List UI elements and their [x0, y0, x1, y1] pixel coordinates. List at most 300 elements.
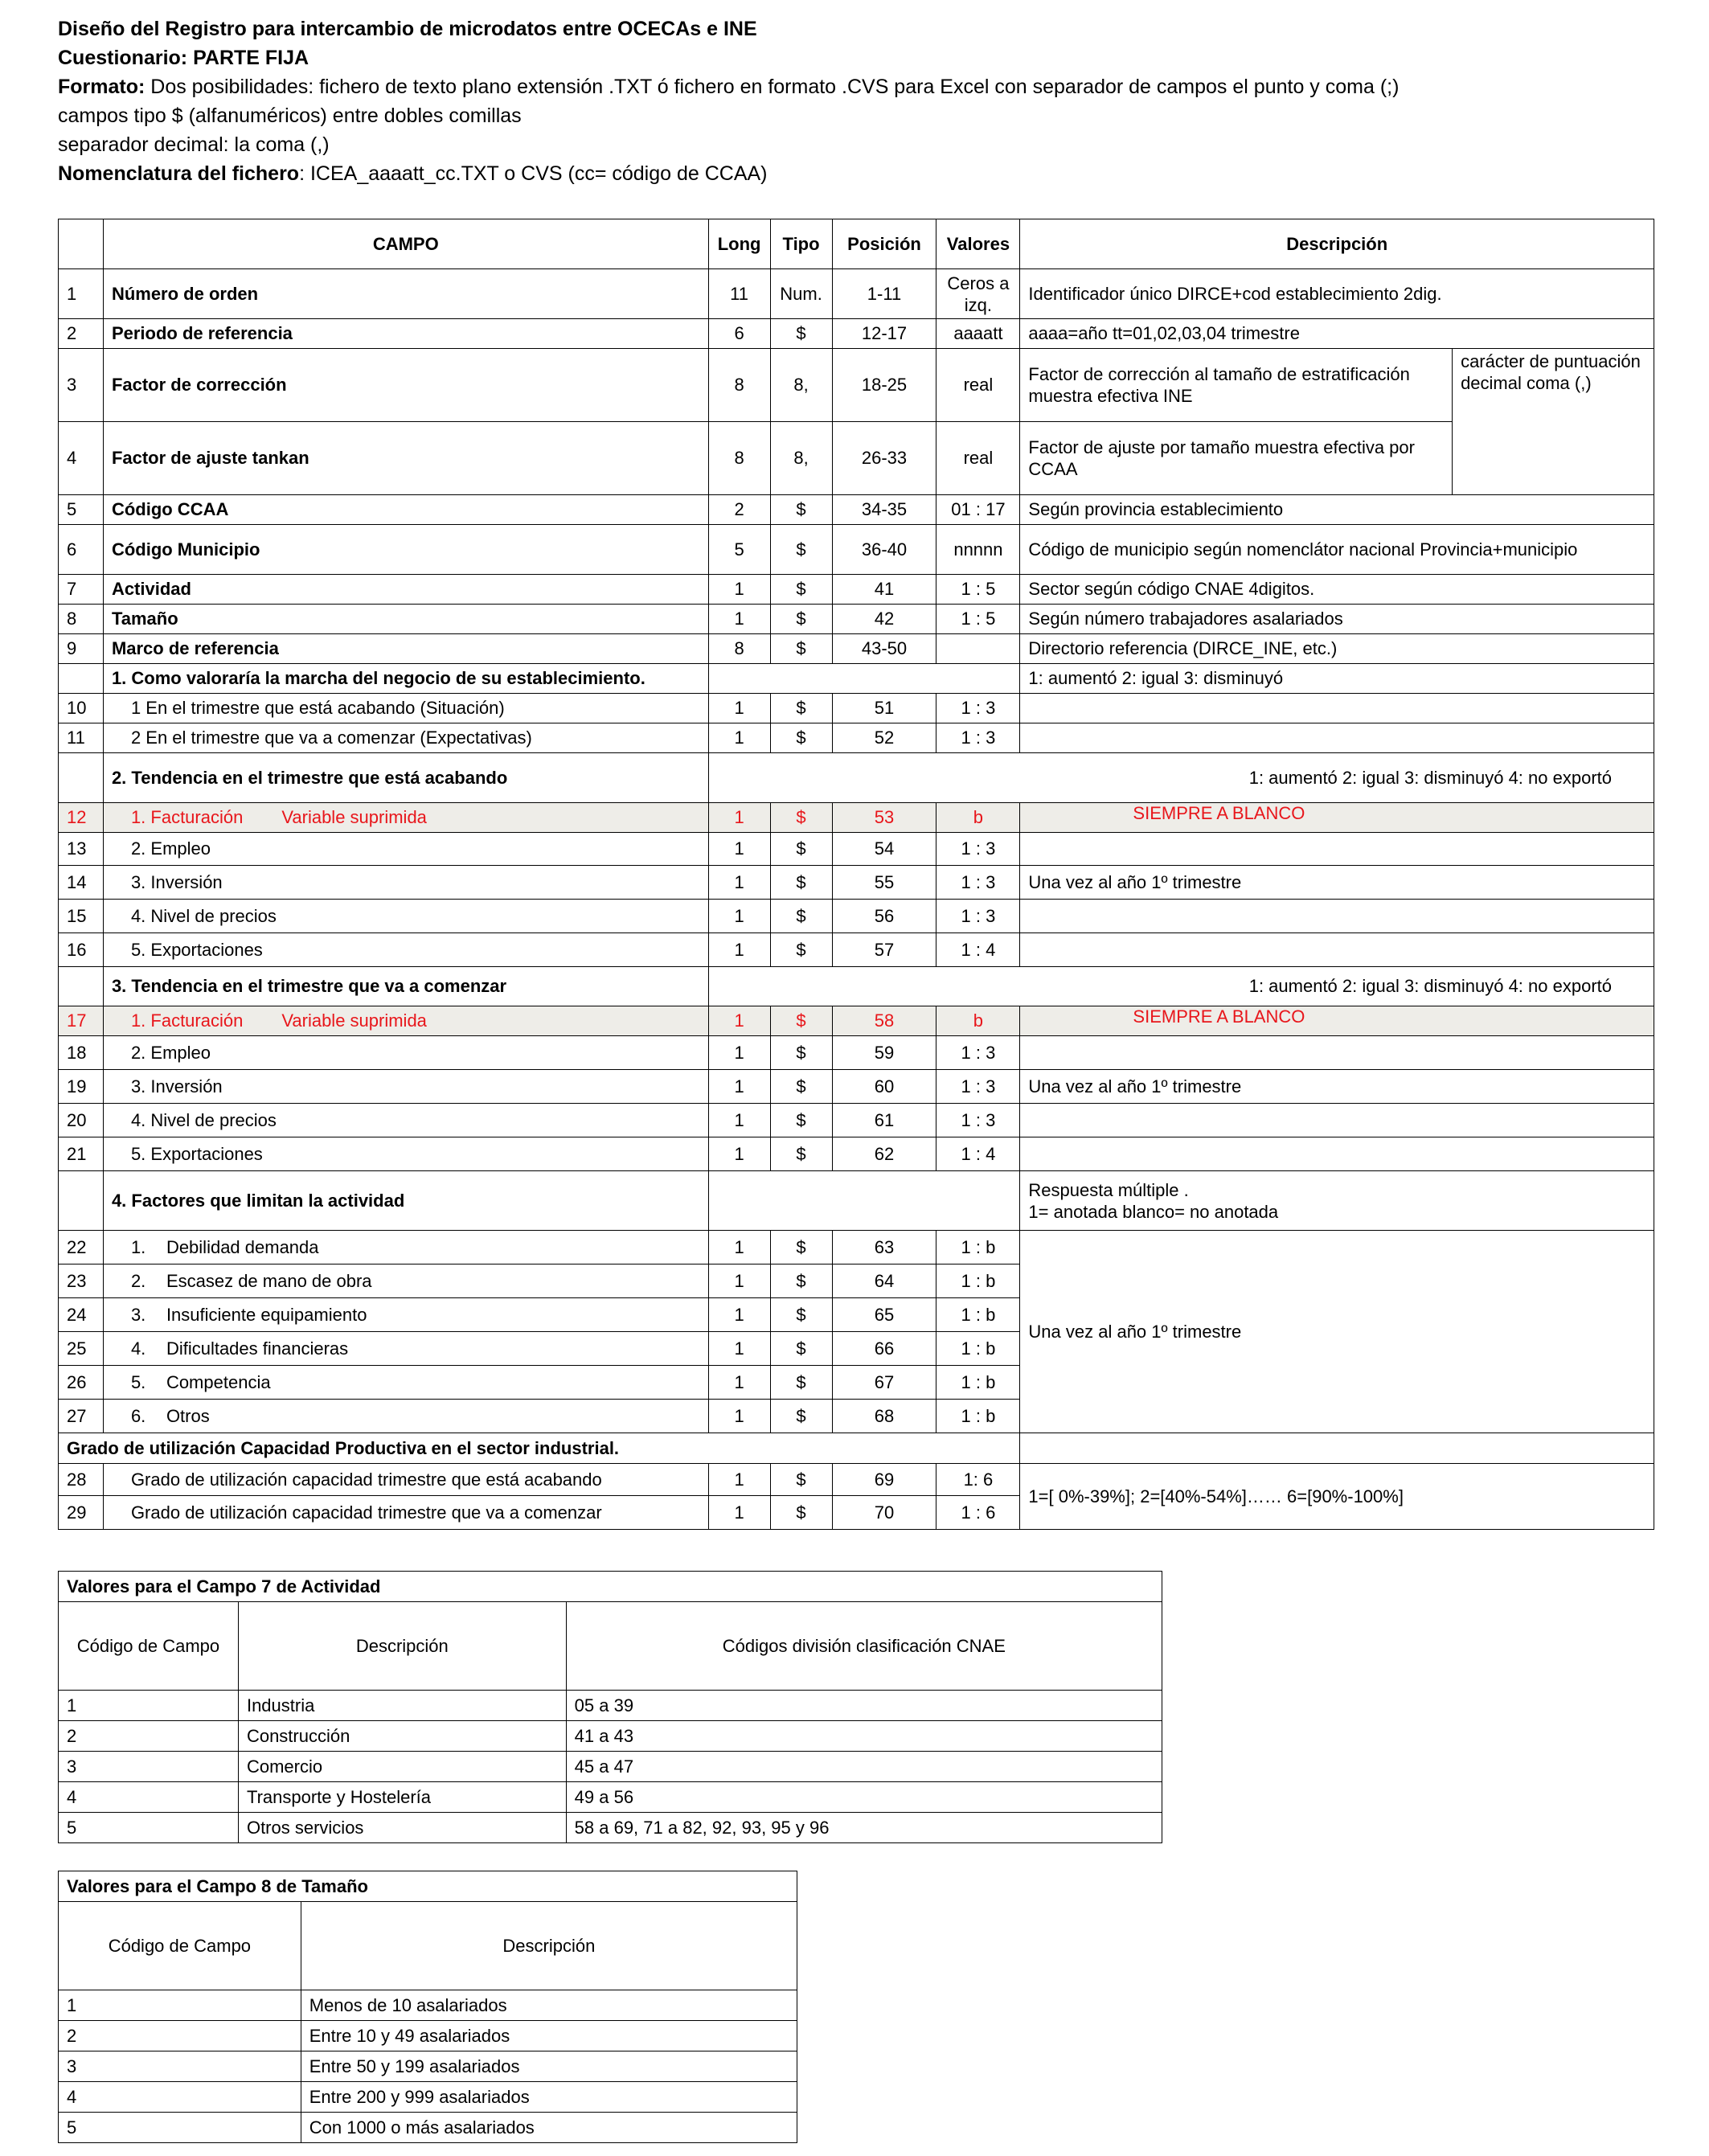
document-header	[58, 14, 1399, 188]
capacity-ranges-note: 1=[ 0%-39%]; 2=[40%-54%]…… 6=[90%-100%]	[1020, 1464, 1654, 1530]
field-values: 1 : 3	[936, 900, 1020, 933]
description-cell: Entre 10 y 49 asalariados	[301, 2021, 797, 2051]
field-description: Según número trabajadores asalariados	[1020, 605, 1654, 634]
field-length: 1	[708, 900, 770, 933]
section-legend: 1: aumentó 2: igual 3: disminuyó	[1020, 664, 1654, 694]
table-row	[59, 349, 1654, 422]
field-values: 1 : 6	[936, 1496, 1020, 1530]
header-descripcion: Descripción	[1020, 219, 1654, 269]
item-bullet: 1.	[130, 1236, 146, 1257]
row-number: 22	[59, 1231, 104, 1264]
row-number: 1	[59, 269, 104, 319]
section-title: Grado de utilización Capacidad Productiva en el sector industrial.	[59, 1433, 1020, 1464]
description-cell: Con 1000 o más asalariados	[301, 2113, 797, 2143]
field-length: 1	[708, 605, 770, 634]
field-type: $	[770, 1264, 832, 1298]
field-position: 65	[832, 1298, 936, 1332]
table-row	[59, 2113, 797, 2143]
field-description: SIEMPRE A BLANCO	[1020, 803, 1654, 833]
field-description: Código de municipio según nomenclátor nacional Provincia+municipio	[1020, 525, 1654, 575]
row-number: 11	[59, 723, 104, 753]
code-cell: 1	[59, 1990, 301, 2021]
field-name: 4. Nivel de precios	[103, 1104, 708, 1137]
table-row	[59, 2051, 797, 2082]
field-type: $	[770, 495, 832, 525]
code-cell: 5	[59, 2113, 301, 2143]
field-values: 1 : 3	[936, 1070, 1020, 1104]
table-row	[59, 833, 1654, 866]
field-description	[1020, 933, 1654, 967]
row-number: 16	[59, 933, 104, 967]
header-codigo: Código de Campo	[59, 1602, 239, 1691]
field-type: $	[770, 1070, 832, 1104]
field-length: 1	[708, 694, 770, 723]
table-row	[59, 723, 1654, 753]
row-number: 18	[59, 1036, 104, 1070]
field-type: $	[770, 866, 832, 900]
table-row	[59, 422, 1654, 495]
row-number: 27	[59, 1400, 104, 1433]
field-position: 18-25	[832, 349, 936, 422]
field-description	[1020, 1137, 1654, 1171]
field-length: 1	[708, 1231, 770, 1264]
row-number: 14	[59, 866, 104, 900]
field-description: Identificador único DIRCE+cod establecimiento 2dig.	[1020, 269, 1654, 319]
table-row	[59, 1036, 1654, 1070]
field-type: $	[770, 1496, 832, 1530]
field-description: Factor de ajuste por tamaño muestra efectiva por CCAA	[1020, 422, 1453, 495]
code-cell: 2	[59, 2021, 301, 2051]
decimal-separator-note: separador decimal: la coma (,)	[58, 133, 330, 156]
field-name: 2. Empleo	[103, 833, 708, 866]
field-position: 42	[832, 605, 936, 634]
field-length: 8	[708, 634, 770, 664]
field-description: Según provincia establecimiento	[1020, 495, 1654, 525]
field-position: 52	[832, 723, 936, 753]
description-cell: Industria	[238, 1691, 566, 1721]
field-name: 2. Empleo	[103, 1036, 708, 1070]
table-row	[59, 1752, 1162, 1782]
code-cell: 4	[59, 1782, 239, 1813]
field-position: 67	[832, 1366, 936, 1400]
section-legend: 1: aumentó 2: igual 3: disminuyó 4: no exportó	[708, 753, 1654, 803]
field-type: 8,	[770, 349, 832, 422]
field-name-text: 1. Facturación	[130, 807, 244, 827]
header-long: Long	[708, 219, 770, 269]
field-length: 1	[708, 1366, 770, 1400]
field-type: $	[770, 1231, 832, 1264]
item-bullet: 5.	[130, 1371, 146, 1392]
field-name-text: Competencia	[166, 1371, 271, 1392]
field-description	[1020, 900, 1654, 933]
field-description: SIEMPRE A BLANCO	[1020, 1006, 1654, 1036]
code-cell: 2	[59, 1721, 239, 1752]
item-bullet: 4.	[130, 1338, 146, 1359]
field-position: 60	[832, 1070, 936, 1104]
row-number: 8	[59, 605, 104, 634]
field-name	[103, 1298, 708, 1332]
table-row	[59, 319, 1654, 349]
field-position: 70	[832, 1496, 936, 1530]
field-length: 1	[708, 1070, 770, 1104]
field-values: b	[936, 1006, 1020, 1036]
field-type: $	[770, 1006, 832, 1036]
field-name: Periodo de referencia	[103, 319, 708, 349]
field-values: aaaatt	[936, 319, 1020, 349]
field-name: Factor de corrección	[103, 349, 708, 422]
field-name: Actividad	[103, 575, 708, 605]
field-length: 8	[708, 349, 770, 422]
field-name	[103, 1400, 708, 1433]
code-cell: 5	[59, 1813, 239, 1843]
tamano-values-table	[58, 1871, 797, 2143]
legend-line-1: Respuesta múltiple .	[1028, 1179, 1189, 1200]
header-codigo: Código de Campo	[59, 1902, 301, 1990]
field-values: 1 : b	[936, 1298, 1020, 1332]
field-position: 62	[832, 1137, 936, 1171]
field-name: Código CCAA	[103, 495, 708, 525]
header-campo: CAMPO	[103, 219, 708, 269]
table-row	[59, 575, 1654, 605]
row-number: 28	[59, 1464, 104, 1496]
code-cell: 1	[59, 1691, 239, 1721]
field-name-text: Debilidad demanda	[166, 1236, 319, 1257]
field-name: 3. Inversión	[103, 866, 708, 900]
field-values: real	[936, 349, 1020, 422]
header-descripcion: Descripción	[301, 1902, 797, 1990]
table-row	[59, 694, 1654, 723]
table-row-suppressed	[59, 803, 1654, 833]
field-description	[1020, 1036, 1654, 1070]
field-position: 56	[832, 900, 936, 933]
field-name: 1 En el trimestre que está acabando (Situación)	[103, 694, 708, 723]
field-position: 66	[832, 1332, 936, 1366]
field-description: Factor de corrección al tamaño de estratificación muestra efectiva INE	[1020, 349, 1453, 422]
field-length: 2	[708, 495, 770, 525]
code-cell: 4	[59, 2082, 301, 2113]
field-name-text: 1. Facturación	[130, 1010, 244, 1031]
field-name-text: Escasez de mano de obra	[166, 1270, 372, 1291]
cnae-cell: 58 a 69, 71 a 82, 92, 93, 95 y 96	[566, 1813, 1162, 1843]
field-position: 68	[832, 1400, 936, 1433]
row-number: 9	[59, 634, 104, 664]
field-values: 1 : 3	[936, 1104, 1020, 1137]
row-number: 19	[59, 1070, 104, 1104]
row-number: 17	[59, 1006, 104, 1036]
section-title: 4. Factores que limitan la actividad	[103, 1171, 708, 1231]
section-row-marcha	[59, 664, 1654, 694]
table-row	[59, 2021, 797, 2051]
description-cell: Comercio	[238, 1752, 566, 1782]
format-line	[58, 72, 1399, 101]
field-type: $	[770, 634, 832, 664]
field-values: 1 : 5	[936, 605, 1020, 634]
header-cnae: Códigos división clasificación CNAE	[566, 1602, 1162, 1691]
table-title: Valores para el Campo 8 de Tamaño	[59, 1871, 797, 1902]
table-row	[59, 900, 1654, 933]
field-position: 26-33	[832, 422, 936, 495]
field-length: 5	[708, 525, 770, 575]
field-values: 1 : 3	[936, 833, 1020, 866]
field-name	[103, 1264, 708, 1298]
field-name	[103, 1366, 708, 1400]
field-length: 1	[708, 1104, 770, 1137]
field-position: 61	[832, 1104, 936, 1137]
table-row	[59, 269, 1654, 319]
field-name-text: Dificultades financieras	[166, 1338, 349, 1359]
field-length: 1	[708, 1137, 770, 1171]
field-position: 63	[832, 1231, 936, 1264]
table-row	[59, 1070, 1654, 1104]
field-length: 1	[708, 803, 770, 833]
field-type: Num.	[770, 269, 832, 319]
filename-label: Nomenclatura del fichero	[58, 162, 300, 185]
field-name: 2 En el trimestre que va a comenzar (Expectativas)	[103, 723, 708, 753]
row-number: 10	[59, 694, 104, 723]
field-description: Sector según código CNAE 4digitos.	[1020, 575, 1654, 605]
section-row-capacidad	[59, 1433, 1654, 1464]
item-bullet: 6.	[130, 1405, 146, 1426]
section-title: 1. Como valoraría la marcha del negocio de su establecimiento.	[103, 664, 708, 694]
section-legend: 1: aumentó 2: igual 3: disminuyó 4: no exportó	[708, 967, 1654, 1006]
field-name	[103, 1006, 708, 1036]
field-name: Tamaño	[103, 605, 708, 634]
filename-line	[58, 159, 1399, 188]
table-row	[59, 1990, 797, 2021]
field-name-text: Insuficiente equipamiento	[166, 1304, 367, 1325]
table-row	[59, 1721, 1162, 1752]
row-number: 29	[59, 1496, 104, 1530]
table-row	[59, 1464, 1654, 1496]
table-row	[59, 605, 1654, 634]
field-type: $	[770, 900, 832, 933]
table-header-row	[59, 219, 1654, 269]
field-description: Una vez al año 1º trimestre	[1020, 1070, 1654, 1104]
record-layout-table	[58, 219, 1654, 1530]
field-length: 1	[708, 575, 770, 605]
field-values: 1 : 4	[936, 1137, 1020, 1171]
section-title: 3. Tendencia en el trimestre que va a comenzar	[103, 967, 708, 1006]
field-values: 1 : b	[936, 1332, 1020, 1366]
table-row	[59, 866, 1654, 900]
description-cell: Transporte y Hostelería	[238, 1782, 566, 1813]
field-values: nnnnn	[936, 525, 1020, 575]
decimal-char-note: carácter de puntuación decimal coma (,)	[1453, 349, 1654, 495]
table-row	[59, 1137, 1654, 1171]
header-posicion: Posición	[832, 219, 936, 269]
table-row	[59, 2082, 797, 2113]
field-values: 1 : 4	[936, 933, 1020, 967]
field-values: 1: 6	[936, 1464, 1020, 1496]
field-name: Grado de utilización capacidad trimestre que está acabando	[103, 1464, 708, 1496]
field-length: 1	[708, 1496, 770, 1530]
row-number: 24	[59, 1298, 104, 1332]
row-number: 20	[59, 1104, 104, 1137]
header-tipo: Tipo	[770, 219, 832, 269]
field-position: 34-35	[832, 495, 936, 525]
field-name	[103, 1231, 708, 1264]
field-type: $	[770, 1366, 832, 1400]
item-bullet: 3.	[130, 1304, 146, 1325]
field-type: $	[770, 1137, 832, 1171]
field-length: 1	[708, 1264, 770, 1298]
field-name: Número de orden	[103, 269, 708, 319]
field-length: 11	[708, 269, 770, 319]
field-type: $	[770, 605, 832, 634]
field-type: $	[770, 833, 832, 866]
field-name: Factor de ajuste tankan	[103, 422, 708, 495]
code-cell: 3	[59, 2051, 301, 2082]
item-bullet: 2.	[130, 1270, 146, 1291]
row-number: 6	[59, 525, 104, 575]
field-type: $	[770, 933, 832, 967]
field-type: $	[770, 525, 832, 575]
row-number: 4	[59, 422, 104, 495]
factores-frequency-note: Una vez al año 1º trimestre	[1020, 1231, 1654, 1433]
table-row	[59, 1813, 1162, 1843]
field-length: 1	[708, 1464, 770, 1496]
field-position: 69	[832, 1464, 936, 1496]
field-position: 55	[832, 866, 936, 900]
string-fields-note: campos tipo $ (alfanuméricos) entre dobles comillas	[58, 105, 522, 127]
field-type: $	[770, 803, 832, 833]
section-title: 2. Tendencia en el trimestre que está acabando	[103, 753, 708, 803]
field-type: $	[770, 1464, 832, 1496]
table-row	[59, 525, 1654, 575]
field-position: 57	[832, 933, 936, 967]
section-row-factores	[59, 1171, 1654, 1231]
row-number: 25	[59, 1332, 104, 1366]
row-number: 23	[59, 1264, 104, 1298]
table-row	[59, 1691, 1162, 1721]
row-number: 15	[59, 900, 104, 933]
field-type: $	[770, 575, 832, 605]
field-position: 51	[832, 694, 936, 723]
field-name-text: Otros	[166, 1405, 210, 1426]
field-position: 43-50	[832, 634, 936, 664]
header-descripcion: Descripción	[238, 1602, 566, 1691]
code-cell: 3	[59, 1752, 239, 1782]
field-values: 1 : 3	[936, 723, 1020, 753]
section-row-tendencia-comenzar	[59, 967, 1654, 1006]
field-type: $	[770, 319, 832, 349]
field-type: $	[770, 723, 832, 753]
field-values: real	[936, 422, 1020, 495]
field-length: 1	[708, 1298, 770, 1332]
field-type: $	[770, 1104, 832, 1137]
field-length: 8	[708, 422, 770, 495]
field-position: 58	[832, 1006, 936, 1036]
filename-text: : ICEA_aaaatt_cc.TXT o CVS (cc= código de CCAA)	[299, 162, 768, 185]
field-description: aaaa=año tt=01,02,03,04 trimestre	[1020, 319, 1654, 349]
table-row	[59, 495, 1654, 525]
field-values: 1 : b	[936, 1366, 1020, 1400]
description-cell: Otros servicios	[238, 1813, 566, 1843]
table-title: Valores para el Campo 7 de Actividad	[59, 1572, 1162, 1602]
field-length: 6	[708, 319, 770, 349]
table-row	[59, 933, 1654, 967]
actividad-values-table	[58, 1571, 1162, 1843]
field-position: 59	[832, 1036, 936, 1070]
row-number: 26	[59, 1366, 104, 1400]
field-length: 1	[708, 1006, 770, 1036]
field-values: 1 : 3	[936, 866, 1020, 900]
field-values: 01 : 17	[936, 495, 1020, 525]
field-description	[1020, 1104, 1654, 1137]
field-name	[103, 1332, 708, 1366]
field-position: 54	[832, 833, 936, 866]
row-number: 7	[59, 575, 104, 605]
field-values	[936, 634, 1020, 664]
row-number: 5	[59, 495, 104, 525]
field-name	[103, 803, 708, 833]
field-position: 53	[832, 803, 936, 833]
suppressed-note: Variable suprimida	[281, 807, 427, 827]
description-cell: Menos de 10 asalariados	[301, 1990, 797, 2021]
header-valores: Valores	[936, 219, 1020, 269]
field-length: 1	[708, 1400, 770, 1433]
description-cell: Construcción	[238, 1721, 566, 1752]
field-values: 1 : 3	[936, 694, 1020, 723]
field-position: 41	[832, 575, 936, 605]
field-name: 5. Exportaciones	[103, 933, 708, 967]
field-name: Código Municipio	[103, 525, 708, 575]
field-type: $	[770, 1400, 832, 1433]
field-values: 1 : 5	[936, 575, 1020, 605]
table-row	[59, 1104, 1654, 1137]
field-name: 5. Exportaciones	[103, 1137, 708, 1171]
field-description: Directorio referencia (DIRCE_INE, etc.)	[1020, 634, 1654, 664]
field-name: 4. Nivel de precios	[103, 900, 708, 933]
field-type: 8,	[770, 422, 832, 495]
field-name: 3. Inversión	[103, 1070, 708, 1104]
description-cell: Entre 50 y 199 asalariados	[301, 2051, 797, 2082]
field-values: Ceros a izq.	[936, 269, 1020, 319]
row-number: 12	[59, 803, 104, 833]
suppressed-note: Variable suprimida	[281, 1010, 427, 1031]
field-length: 1	[708, 1036, 770, 1070]
field-values: 1 : b	[936, 1400, 1020, 1433]
field-type: $	[770, 1332, 832, 1366]
field-values: 1 : 3	[936, 1036, 1020, 1070]
field-type: $	[770, 1298, 832, 1332]
format-text: Dos posibilidades: fichero de texto plano extensión .TXT ó fichero en formato .CVS para Excel con separador de campos el punto y coma (;)	[145, 76, 1400, 98]
field-position: 12-17	[832, 319, 936, 349]
cnae-cell: 41 a 43	[566, 1721, 1162, 1752]
row-number: 21	[59, 1137, 104, 1171]
cnae-cell: 05 a 39	[566, 1691, 1162, 1721]
row-number: 3	[59, 349, 104, 422]
field-length: 1	[708, 1332, 770, 1366]
row-number: 2	[59, 319, 104, 349]
field-values: 1 : b	[936, 1231, 1020, 1264]
table-row	[59, 1231, 1654, 1264]
field-values: b	[936, 803, 1020, 833]
row-number: 13	[59, 833, 104, 866]
field-name: Grado de utilización capacidad trimestre que va a comenzar	[103, 1496, 708, 1530]
field-position: 36-40	[832, 525, 936, 575]
field-description	[1020, 833, 1654, 866]
questionnaire-label: Cuestionario: PARTE FIJA	[58, 47, 309, 69]
table-row-suppressed	[59, 1006, 1654, 1036]
field-type: $	[770, 1036, 832, 1070]
section-legend	[1020, 1171, 1654, 1231]
field-type: $	[770, 694, 832, 723]
field-name: Marco de referencia	[103, 634, 708, 664]
legend-line-2: 1= anotada blanco= no anotada	[1028, 1201, 1279, 1222]
field-length: 1	[708, 933, 770, 967]
field-length: 1	[708, 723, 770, 753]
